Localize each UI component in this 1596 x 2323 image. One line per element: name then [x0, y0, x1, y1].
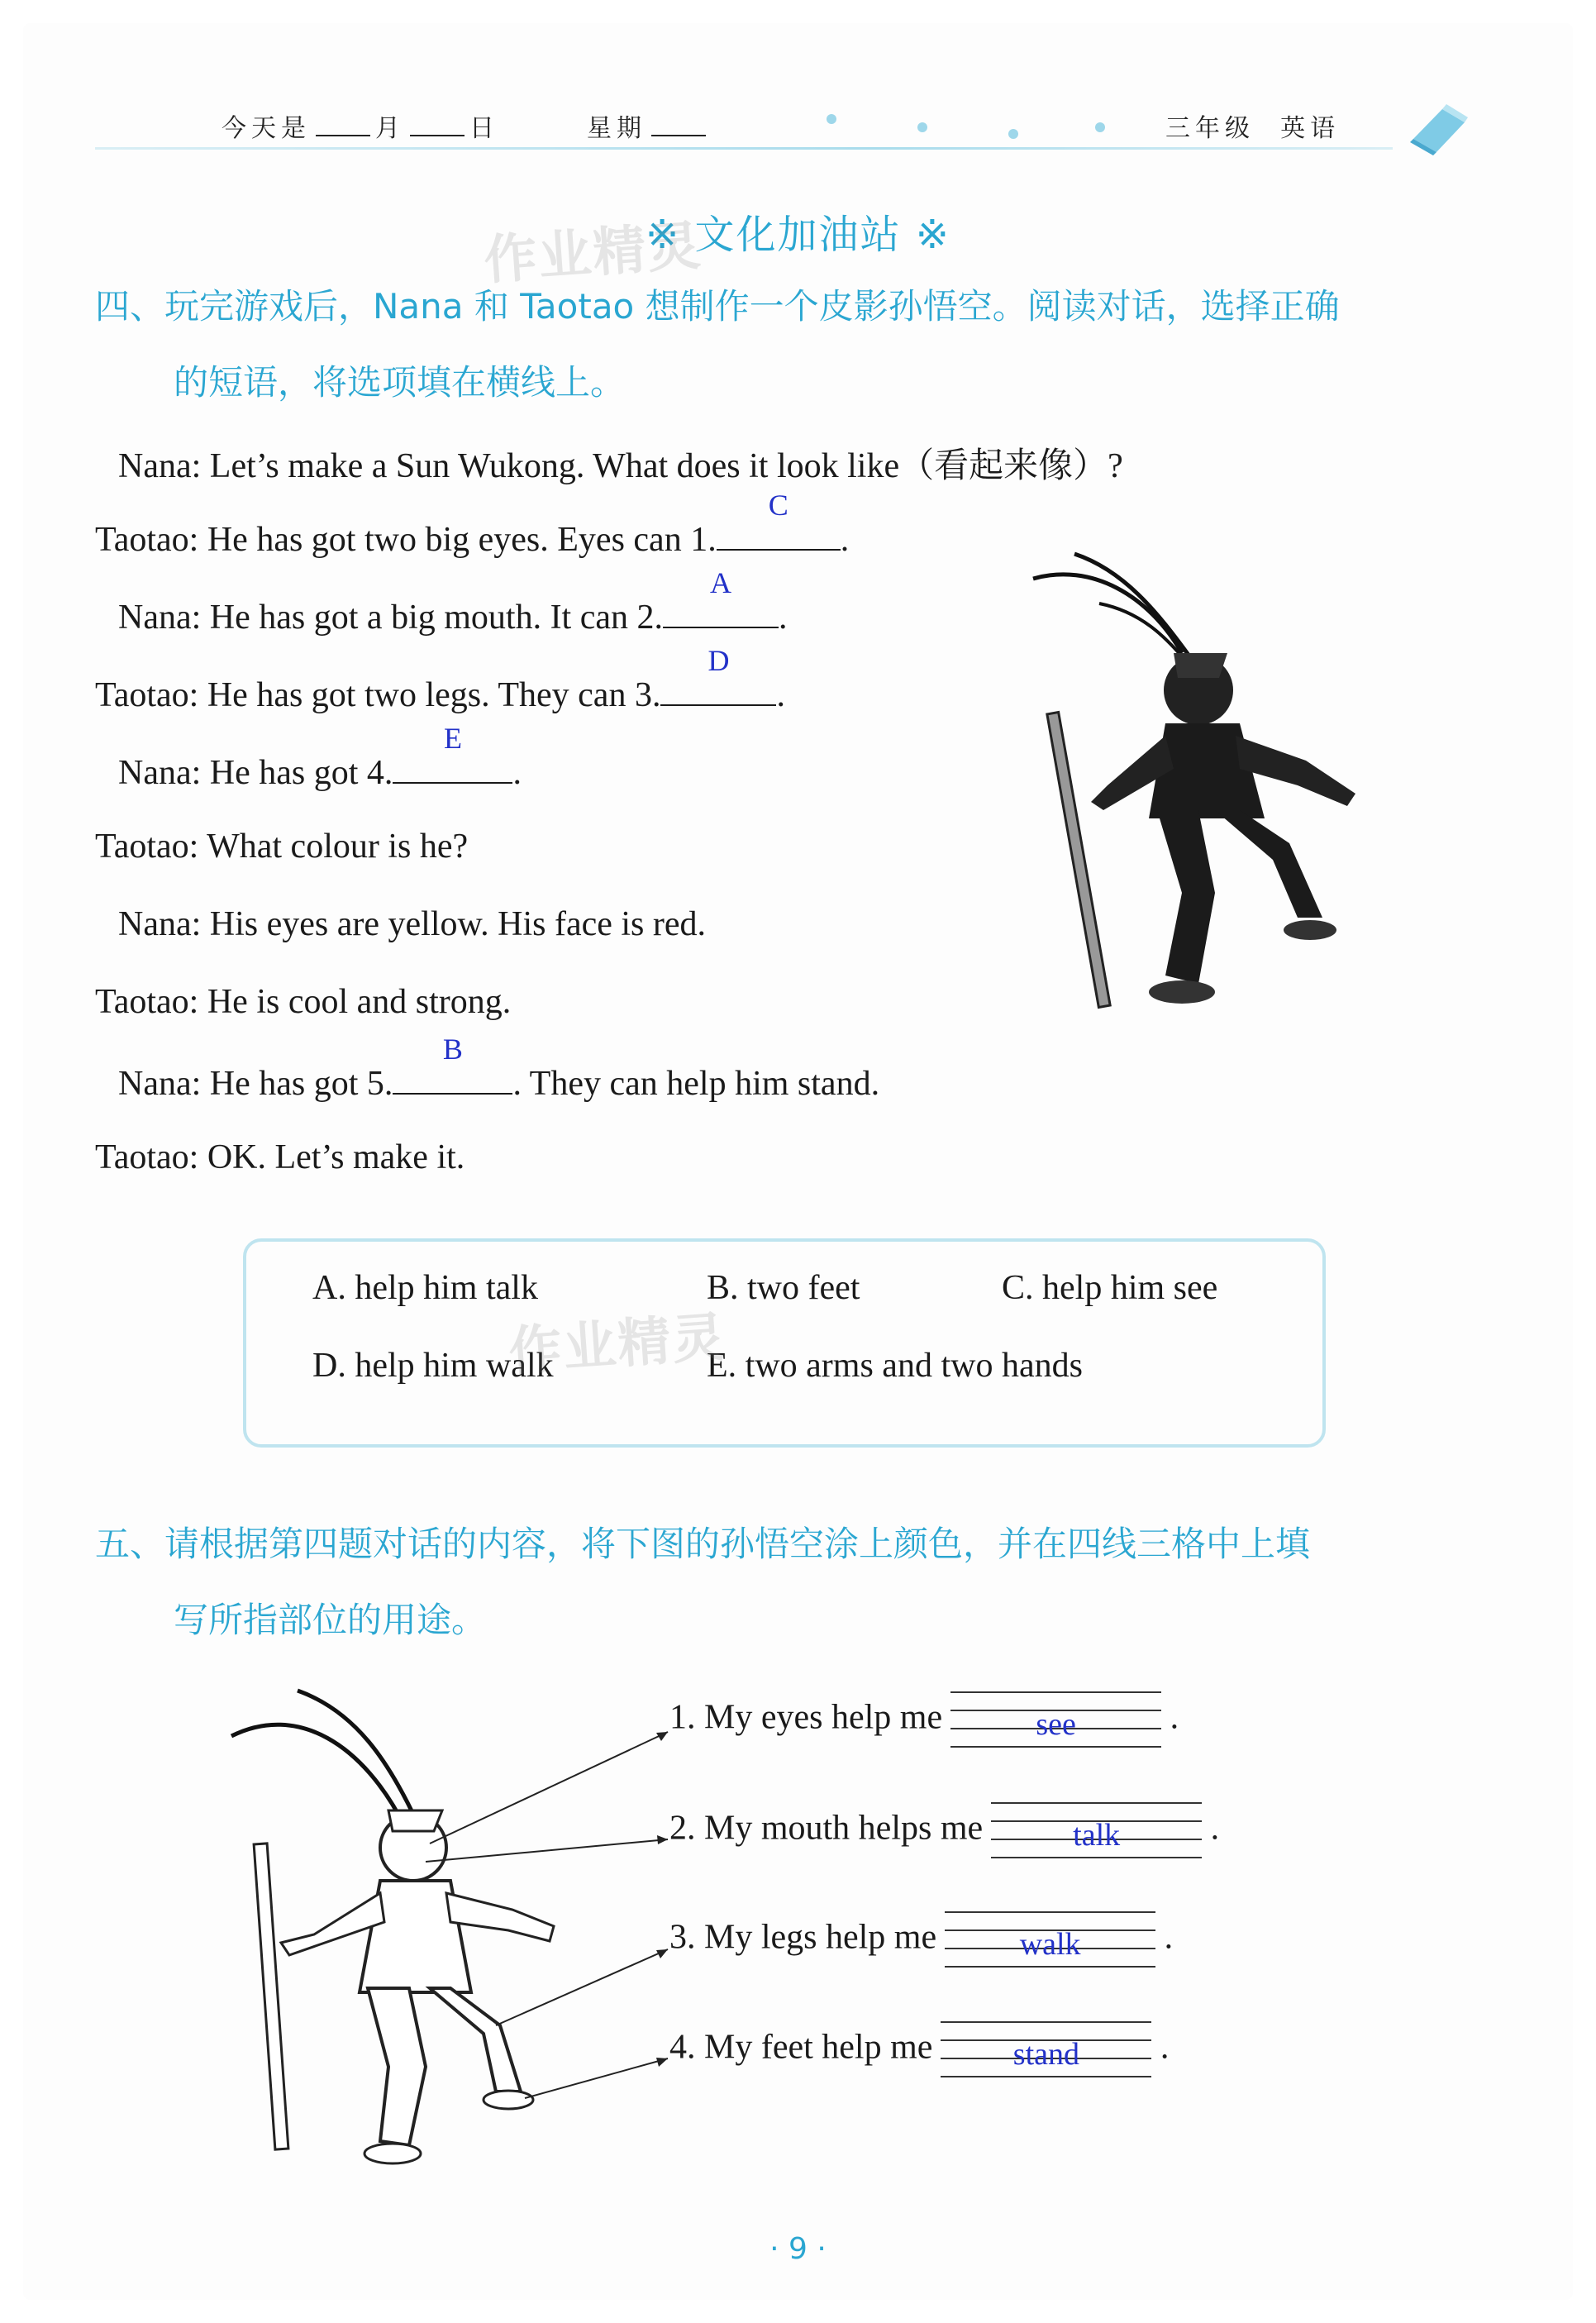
- period: .: [1160, 2028, 1170, 2067]
- dialogue-text: .: [512, 754, 522, 792]
- speaker: Taotao:: [95, 983, 199, 1021]
- dialogue-line: [95, 827, 468, 866]
- four-line-grid-3[interactable]: [945, 1911, 1155, 1969]
- option-a: A. help him talk: [312, 1269, 538, 1307]
- q5-answer-4: stand: [1012, 2037, 1080, 2072]
- day-label: 日: [469, 114, 499, 143]
- option-e: E. two arms and two hands: [707, 1347, 1083, 1385]
- speaker: Taotao:: [95, 521, 199, 559]
- speaker: Nana:: [118, 754, 202, 792]
- dialogue-line: [95, 1138, 465, 1177]
- q5-heading-line1: 五、请根据第四题对话的内容，将下图的孙悟空涂上颜色，并在四线三格中上填: [95, 1524, 1311, 1564]
- q5-item-4: [669, 2021, 1169, 2079]
- dialogue-text: .: [840, 521, 850, 559]
- option-b: B. two feet: [707, 1269, 860, 1307]
- period: .: [1170, 1698, 1179, 1737]
- q5-item-text: 2. My mouth helps me: [669, 1809, 984, 1848]
- q5-answer-3: walk: [1019, 1927, 1081, 1962]
- page-number: · 9 ·: [769, 2232, 827, 2266]
- decor-dot: [827, 114, 836, 124]
- answer-3: D: [707, 644, 730, 677]
- speaker: Nana:: [118, 447, 202, 485]
- weekday-blank[interactable]: [651, 115, 706, 136]
- period: .: [1210, 1809, 1220, 1848]
- four-line-grid-2[interactable]: [991, 1802, 1202, 1860]
- decor-dot: [1095, 122, 1105, 132]
- option-d: D. help him walk: [312, 1347, 554, 1385]
- answer-5: B: [442, 1033, 463, 1066]
- section-title: ※ 文化加油站 ※: [646, 212, 950, 258]
- q5-heading-line2: 写所指部位的用途。: [174, 1600, 487, 1640]
- option-c: C. help him see: [1002, 1269, 1218, 1307]
- dialogue-text: He has got two big eyes. Eyes can 1.: [207, 521, 717, 559]
- eraser-icon: [1405, 98, 1471, 155]
- decor-dot: [917, 122, 927, 132]
- dialogue-text: He has got 5.: [209, 1065, 393, 1103]
- q5-heading: [95, 1506, 1467, 1658]
- header-weekday: [587, 107, 711, 144]
- q5-item-text: 3. My legs help me: [669, 1918, 937, 1957]
- q4-heading-line2: 的短语，将选项填在横线上。: [174, 362, 626, 403]
- speaker: Taotao:: [95, 828, 199, 866]
- dialogue-text: He has got a big mouth. It can 2.: [209, 599, 664, 637]
- answer-blank-2[interactable]: [663, 566, 779, 628]
- answer-2: A: [710, 566, 732, 599]
- dialogue-line: [95, 489, 850, 560]
- dialogue-text: OK. Let’s make it.: [207, 1138, 465, 1176]
- four-line-grid-4[interactable]: [941, 2021, 1151, 2079]
- header-grade-subject: [1165, 107, 1340, 144]
- q5-item-text: 1. My eyes help me: [669, 1698, 943, 1737]
- q5-answer-1: see: [1036, 1707, 1076, 1742]
- answer-blank-1[interactable]: [717, 489, 841, 551]
- day-blank[interactable]: [410, 115, 465, 136]
- dialogue-line: [118, 438, 1123, 488]
- q4-heading-line1: 四、玩完游戏后，Nana 和 Taotao 想制作一个皮影孙悟空。阅读对话，选择正确: [95, 286, 1340, 327]
- dialogue-line: [118, 722, 522, 793]
- dialogue-text: What colour is he?: [207, 828, 469, 866]
- four-line-grid-1[interactable]: [950, 1691, 1161, 1749]
- answer-blank-3[interactable]: [660, 644, 776, 706]
- dialogue-text: He has got two legs. They can 3.: [207, 676, 661, 714]
- q5-answer-2: talk: [1073, 1818, 1121, 1853]
- answer-4: E: [443, 722, 462, 755]
- watermark: 作业精灵: [482, 215, 704, 293]
- watermark: 作业精灵: [507, 1306, 729, 1384]
- dialogue-text: His eyes are yellow. His face is red.: [209, 905, 707, 943]
- speaker: Nana:: [118, 1065, 202, 1103]
- monkey-king-outline-image: [223, 1678, 678, 2174]
- dialogue-text: He has got 4.: [209, 754, 393, 792]
- speaker: Taotao:: [95, 676, 199, 714]
- q5-item-text: 4. My feet help me: [669, 2028, 933, 2067]
- dialogue-line: [118, 904, 706, 944]
- speaker: Taotao:: [95, 1138, 199, 1176]
- dialogue-line: [118, 1033, 880, 1104]
- speaker: Nana:: [118, 599, 202, 637]
- today-label: 今天是: [222, 114, 311, 143]
- dialogue-text: He is cool and strong.: [207, 983, 512, 1021]
- decor-dot: [1008, 129, 1018, 139]
- dialogue-text: .: [779, 599, 788, 637]
- q5-item-3: [669, 1911, 1173, 1969]
- grade-label: 三年级: [1165, 114, 1255, 143]
- period: .: [1164, 1918, 1174, 1957]
- answer-blank-5[interactable]: [393, 1033, 512, 1095]
- dialogue-text: . They can help him stand.: [512, 1065, 880, 1103]
- subject-label: 英语: [1280, 114, 1341, 143]
- dialogue-text: .: [776, 676, 785, 714]
- q4-heading: [95, 269, 1467, 421]
- q5-item-2: [669, 1802, 1219, 1860]
- dialogue-line: [95, 982, 511, 1022]
- q5-item-1: [669, 1691, 1179, 1749]
- header-rule: [95, 147, 1393, 150]
- dialogue-text: Let’s make a Sun Wukong. What does it look like（看起来像）?: [209, 447, 1123, 485]
- shadow-puppet-monkey-king-image: [1025, 546, 1389, 1025]
- speaker: Nana:: [118, 905, 202, 943]
- answer-1: C: [768, 489, 788, 522]
- header-date: [222, 107, 499, 144]
- dialogue-line: [118, 566, 788, 637]
- answer-blank-4[interactable]: [393, 722, 512, 784]
- month-label: 月: [375, 114, 405, 143]
- weekday-label: 星期: [587, 114, 646, 143]
- month-blank[interactable]: [316, 115, 370, 136]
- dialogue-line: [95, 644, 785, 715]
